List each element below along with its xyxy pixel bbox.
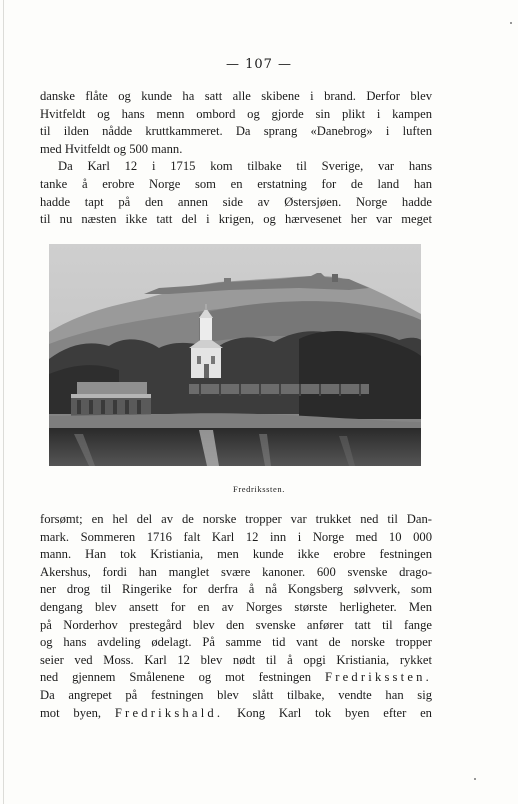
text-line: mark. Sommeren 1716 falt Karl 12 inn i Norge med 10 000 [40,529,432,544]
text-line: til ilden nådde kruttkammeret. Da sprang «Danebrog» i luften [40,124,432,139]
text-line: på Norderhov prestegård blev den svenske anfører tatt til fange [40,617,432,632]
text-line: tanke å erobre Norge som en erstatning for de land han [40,176,432,191]
paper-speck [510,22,512,24]
text-line: dengang blev ansett for en av Norges største herligheter. Men [40,599,432,614]
paragraph-1 [40,88,432,158]
text-line: Da angrepet på festningen blev slått tilbake, vendte han sig [40,687,432,702]
text-line: Hvitfeldt og hans menn ombord og gjorde sin plikt i kampen [40,106,432,121]
paragraph-2 [40,158,432,228]
spaced-place-name: Fredrikshald. [114,705,224,720]
page-number: — 107 — [225,57,293,72]
paragraph-3 [40,511,432,722]
text-line: med Hvitfeldt og 500 mann. [40,141,183,156]
text-line: mann. Han tok Kristiania, men kunde ikke erobre festningen [40,547,432,562]
page-edge [3,0,4,804]
text-line: hadde tapt på den annen side av Østersjøen. Norge hadde [40,194,432,209]
text-line: seier ved Moss. Karl 12 blev nødt til å opgi Kristiania, rykket [40,652,432,667]
figure-caption: Fredrikssten. [233,484,285,494]
text-line: Da Karl 12 i 1715 kom tilbake til Sverige, var hans [58,159,432,174]
text-line: Akershus, fordi han manglet svære kanoner. 600 svenske drago- [40,564,432,579]
body-text-top [40,88,432,229]
fredrikssten-illustration [49,244,421,466]
text-line: danske flåte og kunde ha satt alle skibene i brand. Derfor blev [40,89,432,103]
text-segment: mot byen, [40,705,102,720]
spaced-place-name: Fredrikssten. [324,670,432,685]
fortress-landscape-image [49,244,421,466]
body-text-bottom [40,511,432,722]
text-line: til nu næsten ikke tatt del i krigen, og hærvesenet her var meget [40,212,432,227]
text-line: ner drog til Ringerike for derfra å nå Kongsberg sølvverk, som [40,582,432,597]
text-line: forsømt; en hel del av de norske tropper var trukket ned til Dan- [40,512,432,526]
text-line-with-spaced-name [40,705,432,723]
paper-speck [474,778,476,780]
text-segment: Kong Karl tok byen efter en [237,705,432,720]
text-segment: ned gjennem Smålenene og mot festningen [40,670,312,685]
text-line: og hans avdeling ødelagt. På samme tid vant de norske tropper [40,635,432,650]
text-line-with-spaced-name [40,669,432,687]
